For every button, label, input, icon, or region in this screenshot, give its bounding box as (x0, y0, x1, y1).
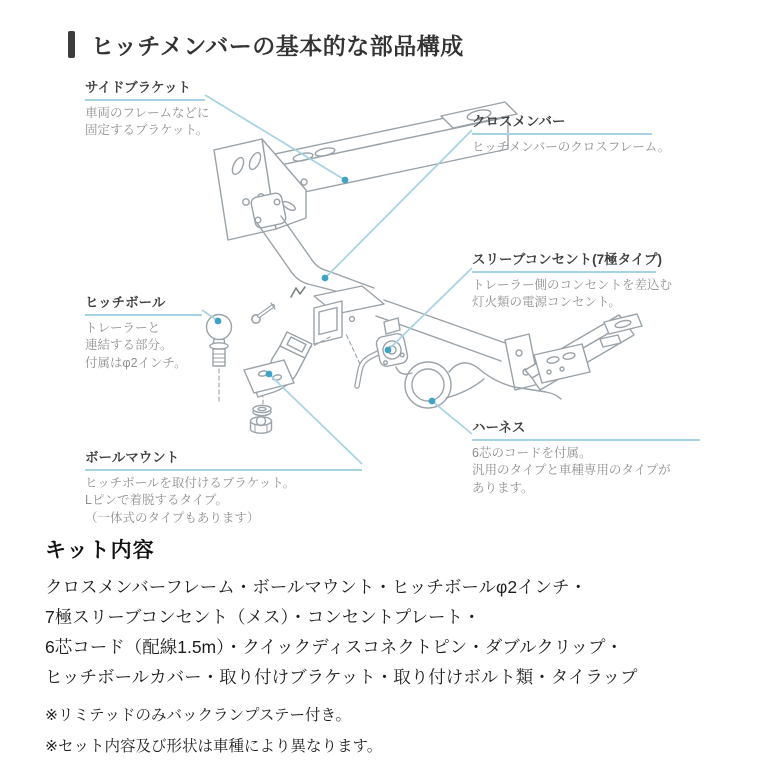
part-desc-line: あります。 (472, 480, 534, 495)
label-sleeve-outlet (472, 248, 673, 312)
kit-line: 6芯コード（配線1.5m）・クイックディスコネクトピン・ダブルクリップ・ (45, 637, 624, 657)
part-name: ハーネス (472, 416, 700, 441)
part-desc-line: トレーラーと (85, 321, 161, 335)
label-harness (472, 416, 700, 497)
label-hitch-ball (85, 291, 202, 372)
part-desc-line: 車両のフレームなどに (85, 106, 210, 120)
part-desc-line: 固定するブラケット。 (85, 123, 209, 138)
l-pin-art (357, 351, 382, 386)
kit-line: ヒッチボールカバー・取り付けブラケット・取り付けボルト類・タイラップ (45, 667, 638, 687)
kit-contents-list (45, 572, 638, 692)
part-name: ボールマウント (85, 446, 362, 471)
part-name: スリーブコンセント(7極タイプ) (472, 248, 656, 273)
note-line: ※リミテッドのみバックランプステー付き。 (45, 707, 351, 724)
label-cross-member (472, 110, 671, 156)
part-desc-line: 灯火類の電源コンセント。 (472, 295, 621, 310)
part-name: ヒッチボール (85, 291, 202, 316)
part-desc-line: （一体式のタイプもあります） (85, 510, 260, 525)
ball-mount-art (244, 332, 312, 397)
part-desc (85, 475, 362, 527)
part-desc-line: トレーラー側のコンセントを差込む (472, 278, 673, 292)
kit-contents-section (45, 534, 638, 692)
title-accent-bar-icon (68, 31, 75, 58)
part-desc-line: 汎用のタイプと車種専用のタイプが (472, 463, 671, 478)
part-desc-line: Lピンで着脱するタイプ。 (85, 493, 228, 508)
part-desc (85, 105, 210, 140)
page-title: ヒッチメンバーの基本的な部品構成 (91, 33, 464, 59)
header (68, 28, 464, 61)
part-desc (472, 139, 671, 156)
kit-line: クロスメンバーフレーム・ボールマウント・ヒッチボールφ2インチ・ (45, 577, 588, 597)
receiver-art (314, 286, 384, 344)
part-desc (472, 445, 700, 497)
part-desc (85, 320, 202, 372)
part-desc-line: ヒッチボールを取付けるブラケット。 (85, 476, 296, 490)
part-desc-line: ヒッチメンバーのクロスフレーム。 (472, 140, 671, 154)
kit-contents-heading: キット内容 (45, 539, 155, 562)
part-name: クロスメンバー (472, 110, 652, 135)
right-side-bracket-art (525, 314, 642, 390)
double-clip-art (291, 287, 305, 297)
part-desc-line: 連結する部分。 (85, 338, 173, 353)
quick-disconnect-pin-art (252, 303, 275, 323)
kit-line: 7極スリーブコンセント（メス）・コンセントプレート・ (45, 607, 481, 627)
washer-nut-art (251, 405, 272, 433)
part-name: サイドブラケット (85, 76, 205, 101)
part-desc-line: 付属はφ2インチ。 (85, 355, 187, 370)
part-desc-line: 6芯のコードを付属。 (472, 446, 592, 460)
label-side-bracket (85, 76, 210, 140)
part-desc (472, 277, 673, 312)
notes-section (45, 700, 382, 762)
label-ball-mount (85, 446, 362, 527)
note-line: ※セット内容及び形状は車種により異なります。 (45, 738, 383, 755)
